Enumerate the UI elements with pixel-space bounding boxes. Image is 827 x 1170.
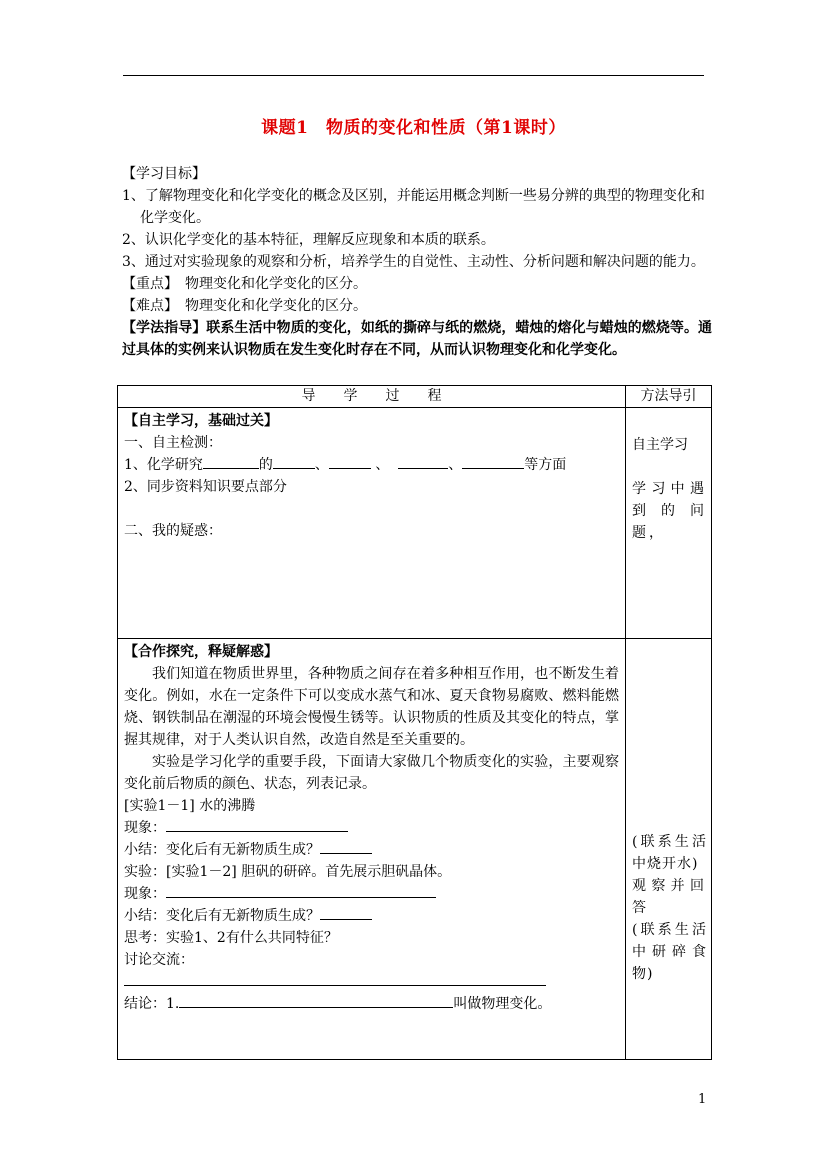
experiment-2: 实验：[实验1－2] 胆矾的研碎。首先展示胆矾晶体。 [124, 864, 452, 880]
objectives-section [122, 163, 712, 361]
q1-prefix: 1、化学研究 [124, 457, 203, 473]
conclusion-prefix: 结论：1. [124, 996, 180, 1012]
discussion-label: 讨论交流： [124, 952, 194, 968]
guide-boil-water: (联系生活中烧开水) [632, 834, 707, 872]
summary-2-blank[interactable] [320, 905, 372, 920]
key-point: 【重点】 物理变化和化学变化的区分。 [122, 276, 367, 292]
phenomenon-label: 现象： [124, 820, 166, 836]
q1-de: 的 [258, 457, 273, 473]
discussion-line [124, 971, 619, 993]
cooperation-heading: 【合作探究，释疑解惑】 [124, 644, 278, 660]
objective-item-1: 1、了解物理变化和化学变化的概念及区别，并能运用概念判断一些易分辨的典型的物理变化和化学变化。 [122, 188, 705, 226]
q1-sep: 、 [375, 457, 390, 473]
guide-self-study: 自主学习 [632, 437, 688, 453]
cooperation-row [118, 639, 712, 1060]
experiment-paragraph: 实验是学习化学的重要手段，下面请大家做几个物质变化的实验，主要观察变化前后物质的颜色、状态，列表记录。 [124, 754, 619, 792]
cooperation-guide-cell [626, 639, 712, 1060]
summary-label: 小结：变化后有无新物质生成？ [124, 842, 320, 858]
blank-1[interactable] [203, 454, 259, 469]
summary-1-blank[interactable] [320, 839, 372, 854]
cooperation-cell [118, 639, 626, 1060]
self-check-heading: 一、自主检测： [124, 435, 222, 451]
summary-label: 小结：变化后有无新物质生成？ [124, 908, 320, 924]
phenomenon-2 [124, 883, 619, 905]
method-label: 【学法指导】 [122, 320, 207, 336]
blank-4[interactable] [398, 454, 448, 469]
guide-problems: 学习中遇到的问题， [632, 481, 707, 541]
conclusion-suffix: 叫做物理变化。 [453, 996, 552, 1012]
difficulty: 【难点】 物理变化和化学变化的区分。 [122, 298, 367, 314]
blank-2[interactable] [273, 454, 315, 469]
table-header-row [118, 386, 712, 408]
conclusion [124, 993, 619, 1015]
phenomenon-1 [124, 817, 619, 839]
header-rule [123, 75, 704, 76]
method-text: 联系生活中物质的变化，如纸的撕碎与纸的燃烧，蜡烛的熔化与蜡烛的燃烧等。通过具体的实例来认识物质在发生变化时存在不同，从而认识物理变化和化学变化。 [122, 320, 713, 358]
question-2: 2、同步资料知识要点部分 [124, 479, 287, 495]
q1-suffix: 等方面 [524, 457, 567, 473]
page-title: 课题1 物质的变化和性质（第1课时） [261, 118, 566, 138]
page-number: 1 [698, 1092, 707, 1107]
method-guidance [122, 317, 712, 361]
phenomenon-2-blank[interactable] [166, 883, 436, 898]
guide-observe-answer: 观察并回答 [632, 878, 707, 916]
objective-item-3: 3、通过对实验现象的观察和分析，培养学生的自觉性、主动性、分析问题和解决问题的能力。 [122, 254, 705, 270]
self-study-cell [118, 408, 626, 639]
phenomenon-1-blank[interactable] [166, 817, 348, 832]
intro-paragraph: 我们知道在物质世界里，各种物质之间存在着多种相互作用，也不断发生着变化。例如，水在一定条件下可以变成水蒸气和冰、夏天食物易腐败、燃料能燃烧、钢铁制品在潮湿的环境会慢慢生锈等。认识物质的性质及其变化的特点，掌握其规律，对于人类认识自然，改造自然是至关重要的。 [124, 666, 619, 748]
blank-3[interactable] [329, 454, 371, 469]
self-study-row [118, 408, 712, 639]
objective-item-2: 2、认识化学变化的基本特征，理解反应现象和本质的联系。 [122, 232, 495, 248]
q1-sep: 、 [314, 457, 329, 473]
question-1 [124, 454, 619, 476]
self-study-heading: 【自主学习，基础过关】 [124, 413, 278, 429]
objectives-heading: 【学习目标】 [122, 166, 206, 182]
q1-sep: 、 [448, 457, 463, 473]
blank-5[interactable] [462, 454, 524, 469]
guide-grind-food: (联系生活中研碎食物) [632, 922, 707, 982]
summary-1 [124, 839, 619, 861]
summary-2 [124, 905, 619, 927]
self-study-guide-cell [626, 408, 712, 639]
doubts-heading: 二、我的疑惑： [124, 523, 222, 539]
discussion-blank[interactable] [124, 971, 546, 986]
study-table [117, 385, 712, 1060]
experiment-1: [实验1－1] 水的沸腾 [124, 798, 256, 814]
phenomenon-label: 现象： [124, 886, 166, 902]
thinking-question: 思考：实验1、2有什么共同特征？ [124, 930, 338, 946]
conclusion-blank[interactable] [179, 993, 453, 1008]
col-process-header: 导 学 过 程 [118, 386, 626, 408]
col-guide-header: 方法导引 [626, 386, 712, 408]
